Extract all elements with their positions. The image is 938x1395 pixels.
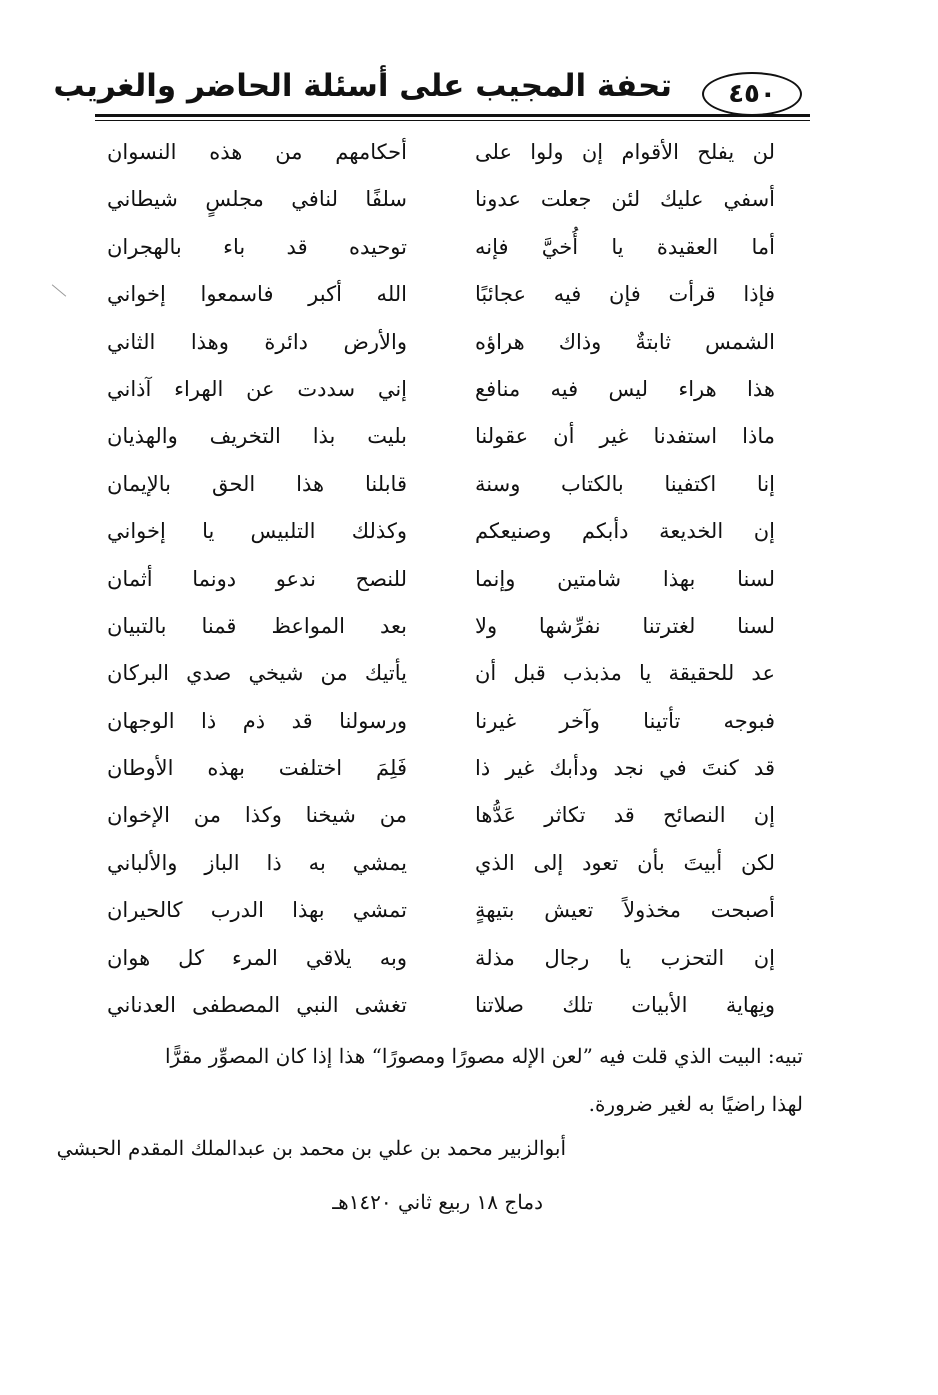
right-hemistich: إنا اكتفينا بالكتاب وسنة	[475, 471, 775, 496]
left-hemistich: فَلِمَ اختلفت بهذه الأوطان	[107, 756, 407, 781]
verse-line	[95, 270, 795, 317]
left-hemistich: الله أكبر فاسمعوا إخواني	[107, 282, 407, 307]
right-hemistich: أما العقيدة يا أُخيَّ فإنه	[475, 234, 775, 259]
verse-line	[95, 791, 795, 838]
header-rule-thick	[95, 114, 810, 117]
left-hemistich: للنصح ندعو دونما أثمان	[107, 566, 407, 591]
date-line: دماج ١٨ ربيع ثاني ١٤٢٠هـ	[332, 1190, 543, 1214]
right-hemistich: ماذا استفدنا غير أن عقولنا	[475, 424, 775, 449]
verse-line	[95, 507, 795, 554]
left-hemistich: تغشى النبي المصطفى العدناني	[107, 993, 407, 1018]
right-hemistich: فإذا قرأت فإن فيه عجائبًا	[475, 282, 775, 307]
right-hemistich: إن الخديعة دأبكم وصنيعكم	[475, 519, 775, 544]
verse-line	[95, 412, 795, 459]
left-hemistich: تمشي بهذا الدرب كالحيران	[107, 898, 407, 923]
left-hemistich: ورسولنا قد ذم ذا الوجهان	[107, 708, 407, 733]
footnote-line-2: لهذا راضيًا به لغير ضرورة.	[588, 1092, 803, 1116]
right-hemistich: لن يفلح الأقوام إن ولوا على	[475, 140, 775, 164]
verse-line	[95, 318, 795, 365]
left-hemistich: وبه يلاقي المرء كل هوان	[107, 945, 407, 970]
verse-line	[95, 223, 795, 270]
verse-line	[95, 602, 795, 649]
verse-line	[95, 697, 795, 744]
right-hemistich: أسفي عليك لئن جعلت عدونا	[475, 187, 775, 212]
verse-line	[95, 365, 795, 412]
left-hemistich: يمشي به ذا الباز والألباني	[107, 850, 407, 875]
book-title: تحفة المجيب على أسئلة الحاضر والغريب	[53, 68, 672, 104]
verse-line	[95, 175, 795, 222]
poem-verses	[95, 128, 795, 1028]
right-hemistich: الشمس ثابتةٌ وذاك هراؤه	[475, 329, 775, 354]
left-hemistich: بليت بذا التخريف والهذيان	[107, 424, 407, 449]
verse-line	[95, 839, 795, 886]
left-hemistich: وكذلك التلبيس يا إخواني	[107, 519, 407, 544]
left-hemistich: إني سددت عن الهراء آذاني	[107, 376, 407, 401]
right-hemistich: هذا هراء ليس فيه منافع	[475, 376, 775, 401]
right-hemistich: ونِهاية الأبيات تلك صلاتنا	[475, 993, 775, 1018]
right-hemistich: عد للحقيقة يا مذبذب قبل أن	[475, 661, 775, 686]
left-hemistich: من شيخنا وكذا من الإخوان	[107, 803, 407, 828]
right-hemistich: فبوجه تأتينا وآخر غيرنا	[475, 708, 775, 733]
verse-line	[95, 934, 795, 981]
verse-line	[95, 460, 795, 507]
header-rule-thin	[95, 120, 810, 121]
verse-line	[95, 128, 795, 175]
footnote-line-1: تبيه: البيت الذي قلت فيه ”لعن الإله مصورًا ومصورًا“ هذا إذا كان المصوِّر مقرًّا	[165, 1044, 803, 1068]
left-hemistich: توحيده قد باء بالهجران	[107, 234, 407, 259]
right-hemistich: إن النصائح قد تكاثر عَدُّها	[475, 803, 775, 828]
author-signature: أبوالزبير محمد بن علي بن محمد بن عبدالملك المقدم الحبشي	[56, 1136, 566, 1160]
right-hemistich: أصبحت مخذولاً تعيش بتيهةٍ	[475, 898, 775, 923]
left-hemistich: سلفًا لنافي مجلسٍ شيطاني	[107, 187, 407, 212]
margin-mark	[52, 284, 66, 296]
right-hemistich: قد كنتَ في نجد ودأبك غير ذا	[475, 756, 775, 781]
left-hemistich: بعد المواعظ قمنا بالتبيان	[107, 613, 407, 638]
verse-line	[95, 649, 795, 696]
verse-line	[95, 981, 795, 1028]
left-hemistich: يأتيك من شيخي صدي البركان	[107, 661, 407, 686]
left-hemistich: والأرض دائرة وهذا الثاني	[107, 329, 407, 354]
verse-line	[95, 744, 795, 791]
page-number-badge: ٤٥٠	[702, 72, 802, 116]
verse-line	[95, 886, 795, 933]
page-header	[53, 64, 810, 120]
left-hemistich: أحكامهم من هذه النسوان	[107, 140, 407, 164]
right-hemistich: لكن أبيتَ بأن تعود إلى الذي	[475, 850, 775, 875]
left-hemistich: قابلنا هذا الحق بالإيمان	[107, 471, 407, 496]
verse-line	[95, 555, 795, 602]
right-hemistich: إن التحزب يا رجال مذلة	[475, 945, 775, 970]
footnote	[123, 1032, 803, 1128]
right-hemistich: لسنا بهذا شامتين وإنما	[475, 566, 775, 591]
right-hemistich: لسنا لغترتنا نفرِّشها ولا	[475, 613, 775, 638]
